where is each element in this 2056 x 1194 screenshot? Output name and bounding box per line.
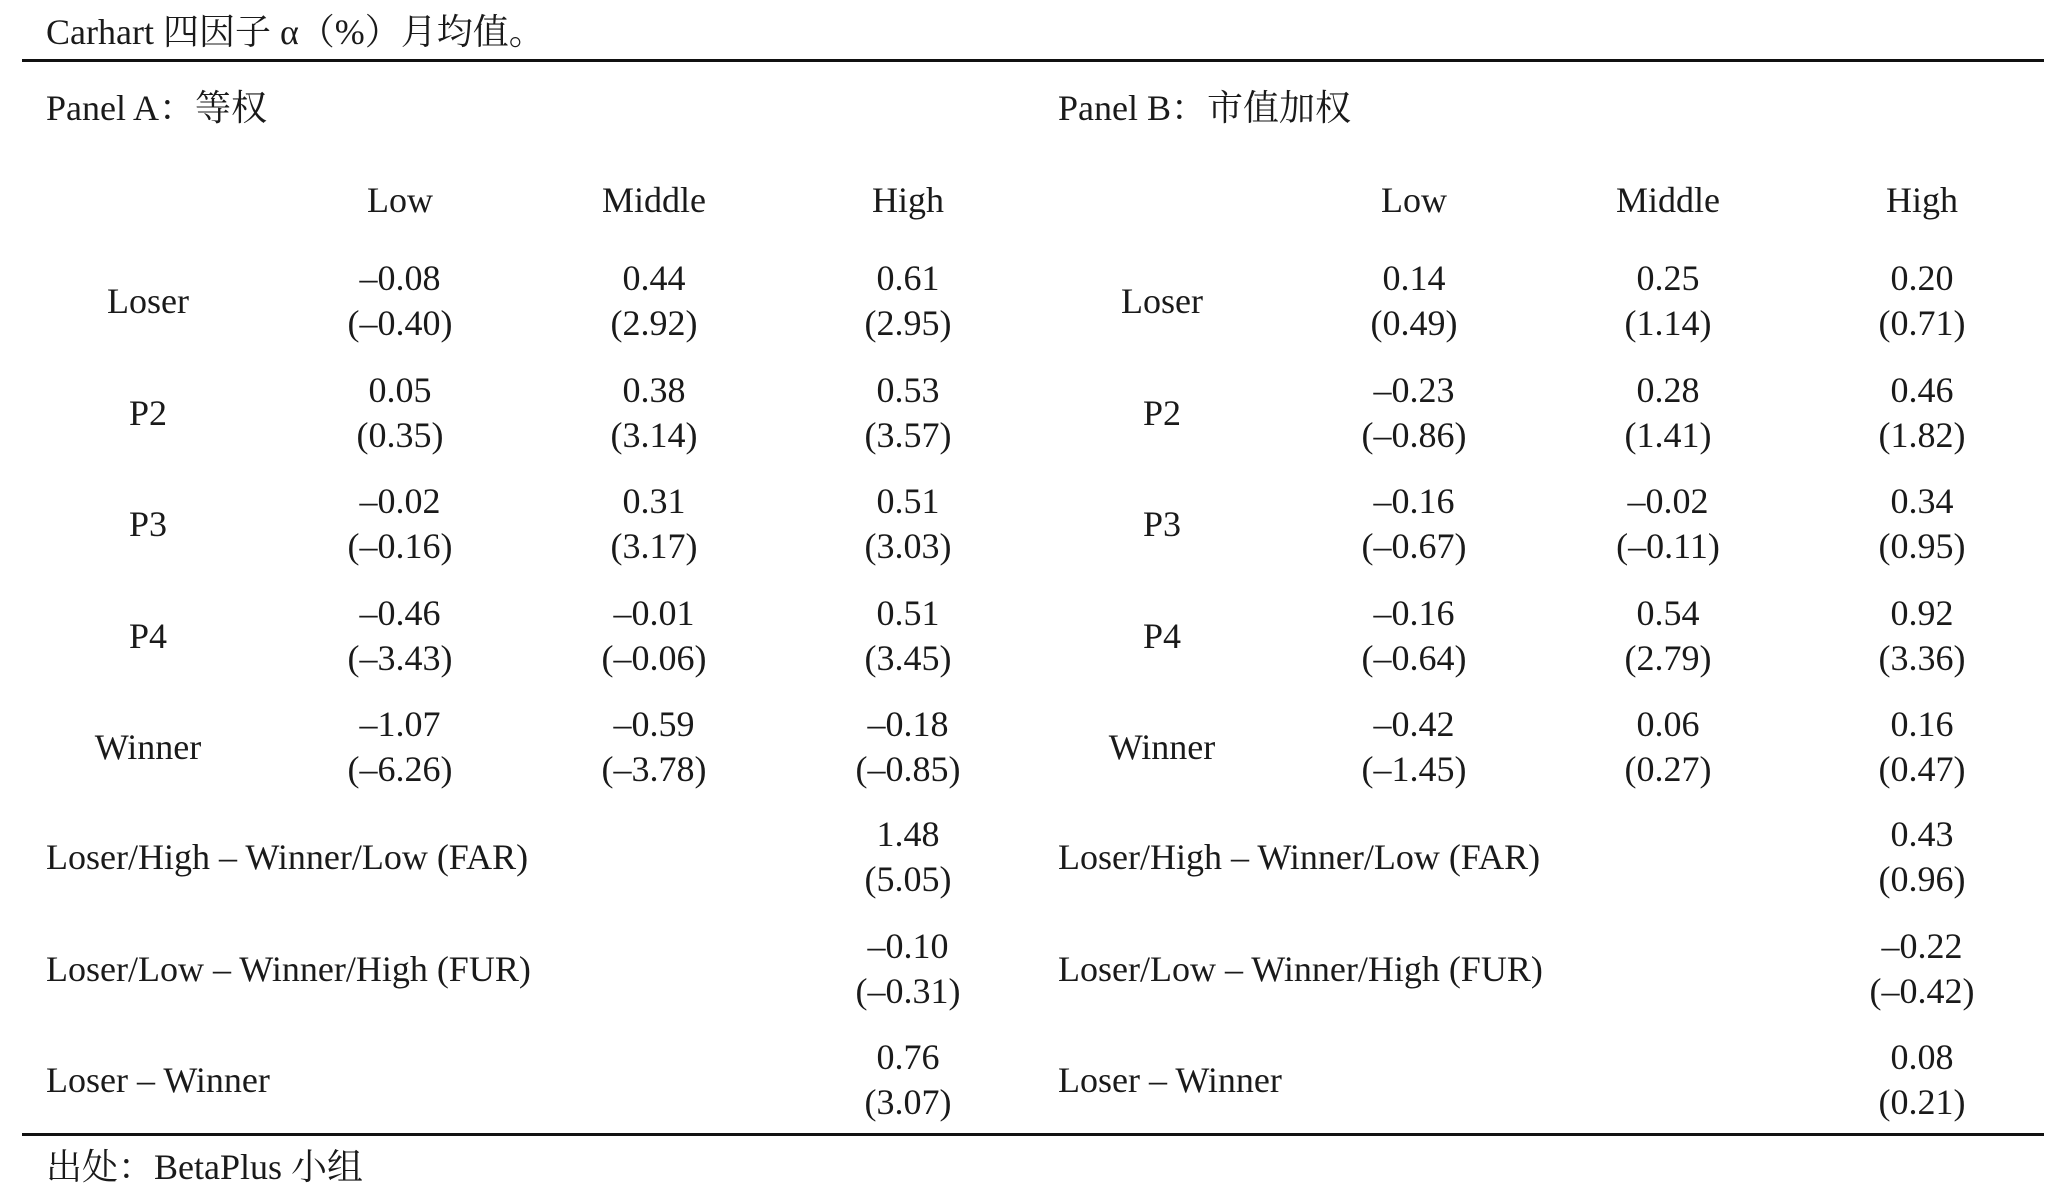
t-statistic: (2.92): [610, 303, 698, 343]
t-statistic: (0.27): [1624, 749, 1712, 789]
row-label: P4: [128, 616, 168, 656]
value-cell: [1304, 368, 1524, 458]
t-statistic: (1.41): [1624, 415, 1712, 455]
t-statistic: (0.21): [1878, 1082, 1966, 1122]
alpha-value: –0.18: [867, 704, 949, 744]
summary-label: Loser/High – Winner/Low (FAR): [1058, 837, 1541, 877]
alpha-value: 0.92: [1890, 593, 1954, 633]
value-cell: [290, 702, 510, 792]
value-cell: [290, 256, 510, 346]
alpha-value: 1.48: [876, 814, 940, 854]
row-label: Loser: [107, 281, 189, 321]
top-rule: [22, 59, 2044, 62]
t-statistic: (0.96): [1878, 859, 1966, 899]
value-cell: [1812, 256, 2032, 346]
alpha-value: 0.51: [876, 593, 940, 633]
value-cell: [290, 591, 510, 681]
value-cell: [798, 256, 1018, 346]
alpha-value: 0.51: [876, 481, 940, 521]
alpha-value: –0.16: [1373, 593, 1455, 633]
summary-value-cell: [1812, 812, 2032, 902]
column-header-low: Low: [367, 180, 433, 220]
alpha-value: –0.02: [1627, 481, 1709, 521]
alpha-value: 0.46: [1890, 370, 1954, 410]
panel-a-title: Panel A：等权: [46, 88, 267, 128]
t-statistic: (–0.31): [855, 971, 961, 1011]
summary-value-cell: [1812, 1035, 2032, 1125]
alpha-value: –0.42: [1373, 704, 1455, 744]
value-cell: [798, 591, 1018, 681]
value-cell: [1558, 368, 1778, 458]
alpha-value: 0.34: [1890, 481, 1954, 521]
t-statistic: (1.82): [1878, 415, 1966, 455]
value-cell: [544, 256, 764, 346]
alpha-value: 0.14: [1382, 258, 1446, 298]
t-statistic: (3.36): [1878, 638, 1966, 678]
t-statistic: (–0.16): [347, 526, 453, 566]
column-header-high: High: [1886, 180, 1958, 220]
t-statistic: (–1.45): [1361, 749, 1467, 789]
alpha-value: –0.23: [1373, 370, 1455, 410]
t-statistic: (3.57): [864, 415, 952, 455]
t-statistic: (0.95): [1878, 526, 1966, 566]
row-label: P2: [128, 393, 168, 433]
t-statistic: (3.14): [610, 415, 698, 455]
alpha-value: 0.16: [1890, 704, 1954, 744]
t-statistic: (0.49): [1370, 303, 1458, 343]
value-cell: [544, 702, 764, 792]
alpha-value: 0.54: [1636, 593, 1700, 633]
t-statistic: (3.03): [864, 526, 952, 566]
alpha-value: 0.44: [622, 258, 686, 298]
summary-value-cell: [798, 812, 1018, 902]
value-cell: [1558, 591, 1778, 681]
summary-label: Loser/Low – Winner/High (FUR): [1058, 949, 1543, 989]
alpha-value: –0.22: [1881, 926, 1963, 966]
panel-b-title: Panel B：市值加权: [1058, 88, 1351, 128]
alpha-value: 0.28: [1636, 370, 1700, 410]
alpha-value: 0.38: [622, 370, 686, 410]
value-cell: [1812, 591, 2032, 681]
alpha-value: –1.07: [359, 704, 441, 744]
t-statistic: (–0.06): [601, 638, 707, 678]
column-header-middle: Middle: [602, 180, 706, 220]
value-cell: [1558, 702, 1778, 792]
row-label: Winner: [94, 727, 202, 767]
t-statistic: (0.47): [1878, 749, 1966, 789]
alpha-value: –0.10: [867, 926, 949, 966]
t-statistic: (–0.40): [347, 303, 453, 343]
value-cell: [1304, 591, 1524, 681]
t-statistic: (–3.43): [347, 638, 453, 678]
t-statistic: (–0.11): [1616, 526, 1720, 566]
alpha-value: 0.31: [622, 481, 686, 521]
row-label: Loser: [1121, 281, 1203, 321]
value-cell: [1812, 702, 2032, 792]
row-label: P4: [1142, 616, 1182, 656]
alpha-value: 0.76: [876, 1037, 940, 1077]
alpha-value: 0.61: [876, 258, 940, 298]
value-cell: [1812, 479, 2032, 569]
t-statistic: (–0.64): [1361, 638, 1467, 678]
value-cell: [1558, 256, 1778, 346]
alpha-value: 0.20: [1890, 258, 1954, 298]
summary-value-cell: [798, 924, 1018, 1014]
value-cell: [1304, 702, 1524, 792]
alpha-value: –0.59: [613, 704, 695, 744]
column-header-middle: Middle: [1616, 180, 1720, 220]
summary-label: Loser – Winner: [1058, 1060, 1282, 1100]
summary-value-cell: [798, 1035, 1018, 1125]
t-statistic: (–0.67): [1361, 526, 1467, 566]
t-statistic: (1.14): [1624, 303, 1712, 343]
value-cell: [544, 591, 764, 681]
alpha-value: 0.25: [1636, 258, 1700, 298]
t-statistic: (–3.78): [601, 749, 707, 789]
t-statistic: (3.45): [864, 638, 952, 678]
row-label: Winner: [1108, 727, 1216, 767]
alpha-value: –0.16: [1373, 481, 1455, 521]
alpha-value: 0.43: [1890, 814, 1954, 854]
t-statistic: (2.95): [864, 303, 952, 343]
t-statistic: (–0.42): [1869, 971, 1975, 1011]
row-label: P2: [1142, 393, 1182, 433]
table-caption: Carhart 四因子 α（%）月均值。: [46, 12, 545, 52]
bottom-rule: [22, 1133, 2044, 1136]
summary-value-cell: [1812, 924, 2032, 1014]
alpha-value: –0.01: [613, 593, 695, 633]
row-label: P3: [1142, 504, 1182, 544]
value-cell: [544, 479, 764, 569]
value-cell: [290, 368, 510, 458]
t-statistic: (3.07): [864, 1082, 952, 1122]
t-statistic: (2.79): [1624, 638, 1712, 678]
alpha-value: 0.08: [1890, 1037, 1954, 1077]
t-statistic: (3.17): [610, 526, 698, 566]
alpha-value: 0.05: [368, 370, 432, 410]
t-statistic: (–0.85): [855, 749, 961, 789]
value-cell: [290, 479, 510, 569]
source-note: 出处：BetaPlus 小组: [46, 1147, 364, 1187]
row-label: P3: [128, 504, 168, 544]
alpha-value: –0.08: [359, 258, 441, 298]
t-statistic: (5.05): [864, 859, 952, 899]
value-cell: [798, 368, 1018, 458]
t-statistic: (0.35): [356, 415, 444, 455]
t-statistic: (0.71): [1878, 303, 1966, 343]
alpha-value: 0.06: [1636, 704, 1700, 744]
value-cell: [544, 368, 764, 458]
summary-label: Loser/Low – Winner/High (FUR): [46, 949, 531, 989]
summary-label: Loser – Winner: [46, 1060, 270, 1100]
value-cell: [1558, 479, 1778, 569]
alpha-value: –0.02: [359, 481, 441, 521]
value-cell: [798, 702, 1018, 792]
column-header-low: Low: [1381, 180, 1447, 220]
summary-label: Loser/High – Winner/Low (FAR): [46, 837, 529, 877]
t-statistic: (–0.86): [1361, 415, 1467, 455]
column-header-high: High: [872, 180, 944, 220]
value-cell: [1812, 368, 2032, 458]
value-cell: [798, 479, 1018, 569]
value-cell: [1304, 256, 1524, 346]
alpha-value: –0.46: [359, 593, 441, 633]
value-cell: [1304, 479, 1524, 569]
t-statistic: (–6.26): [347, 749, 453, 789]
alpha-value: 0.53: [876, 370, 940, 410]
